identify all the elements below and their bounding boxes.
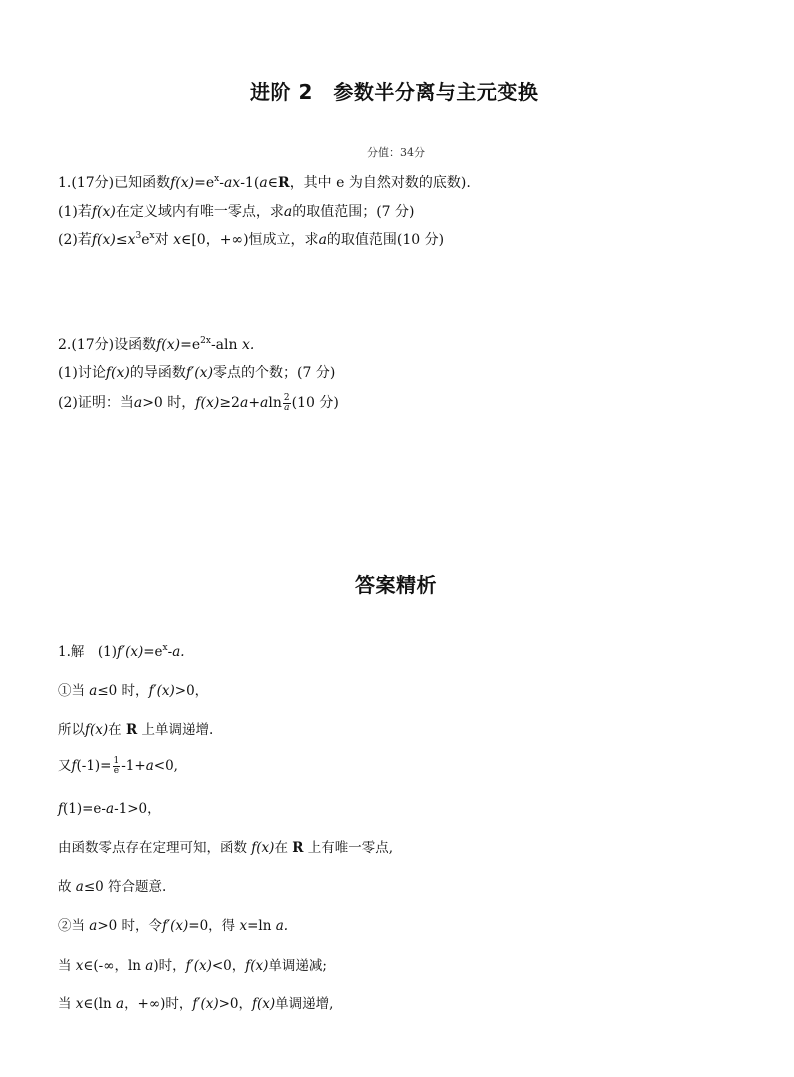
- answer-line-1: 1.解 $(1)f'(x)=e^x-a$.: [58, 643, 185, 660]
- answer-line-3: 所以f(x)在 R 上单调递增.: [58, 722, 214, 738]
- answer-line-8: ②当 a>0 时，令f′(x)=0，得 x=ln a.: [58, 918, 289, 934]
- answer-line-6: 由函数零点存在定理可知，函数 f(x)在 R 上有唯一零点,: [58, 840, 394, 856]
- page-title: 进阶 2 参数半分离与主元变换: [250, 80, 539, 104]
- question-2-part-2: (2)证明：当a>0 时，f(x)≥2a+aln $\frac{2}{a}$ (10 分): [58, 392, 339, 413]
- answer-line-10: 当 x∈(ln a，+∞)时，f′(x)>0，f(x)单调递增,: [58, 996, 334, 1012]
- score-label: 分值：34分: [367, 146, 425, 159]
- fraction-1-over-e: $\frac{1}{e}$: [113, 756, 120, 776]
- question-1-part-2: (2)若$f(x)\le x^3e^x$对 x∈[0，+∞)恒成立，求a的取值范围(10 分): [58, 231, 445, 248]
- question-2: 2.(17分)设函数$f(x)=e^{2x}$-aln x.: [58, 336, 255, 353]
- answer-line-9: 当 x∈(-∞，ln a)时，f′(x)<0，f(x)单调递减;: [58, 958, 327, 974]
- answer-line-4: 又f(-1)= $\frac{1}{e}$ -1+a<0,: [58, 756, 178, 776]
- question-1: 1.(17分)已知函数$f(x)=e^x-ax-1(a\in R$，其中 e 为自然对数的底数).: [58, 174, 471, 191]
- question-1-part-1: (1)若f(x)在定义域内有唯一零点，求a的取值范围；(7 分): [58, 204, 415, 220]
- answer-line-5: f(1)=e-a-1>0，: [58, 801, 161, 817]
- answer-title: 答案精析: [355, 573, 437, 597]
- answer-line-7: 故 a≤0 符合题意.: [58, 879, 167, 895]
- fraction-2-over-a: $\frac{2}{a}$: [283, 392, 290, 413]
- answer-line-2: ①当 a≤0 时，f′(x)>0，: [58, 683, 209, 699]
- question-2-part-1: (1)讨论f(x)的导函数f′(x)零点的个数；(7 分): [58, 365, 336, 381]
